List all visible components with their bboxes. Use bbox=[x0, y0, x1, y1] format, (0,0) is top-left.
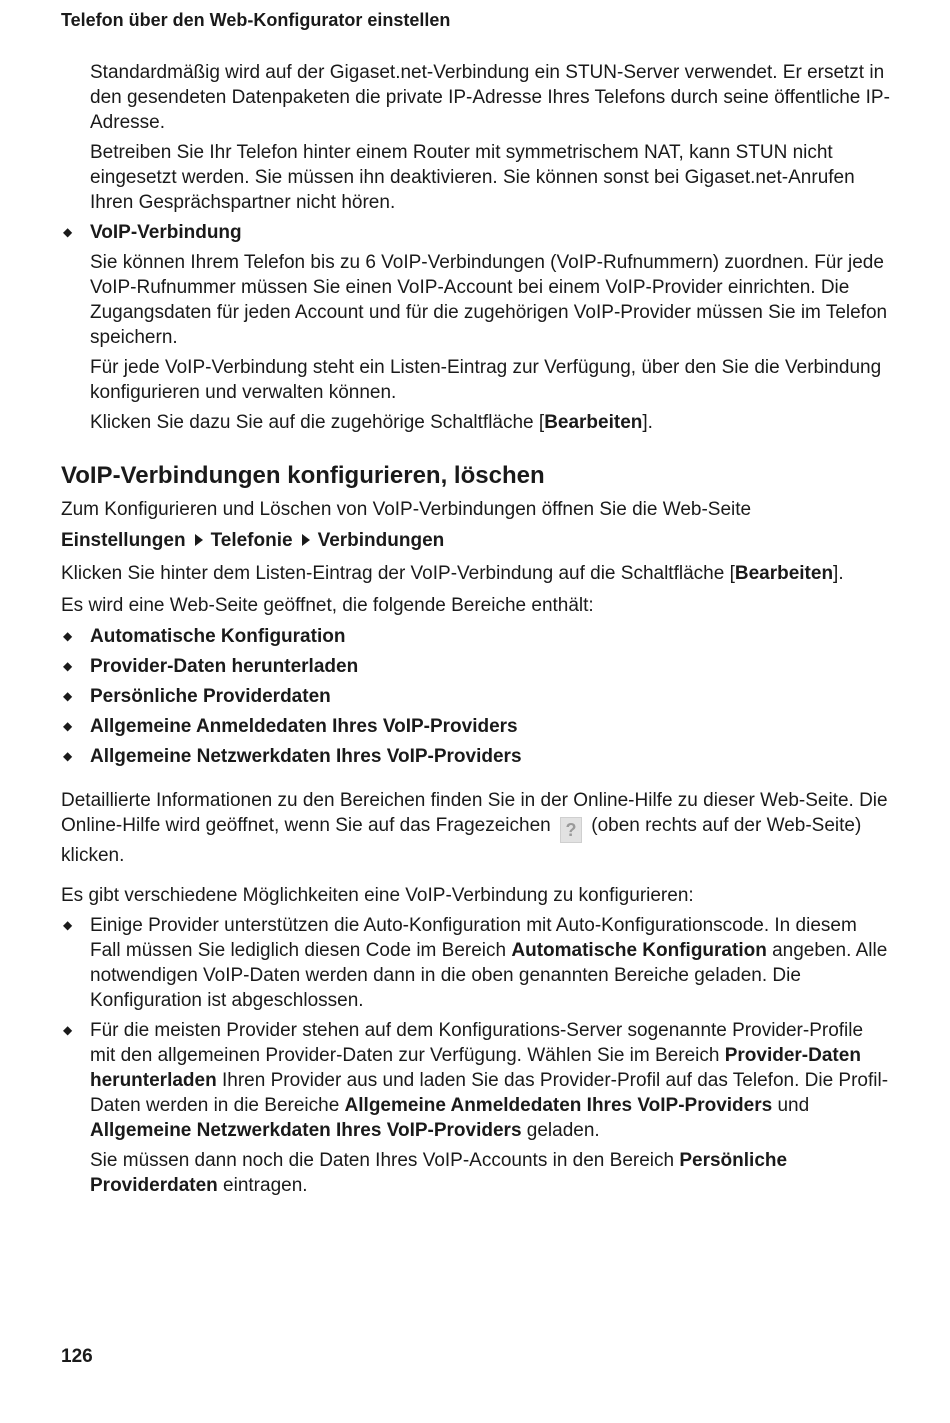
voip-bullet-title: ◆ VoIP-Verbindung bbox=[90, 222, 242, 243]
help-paragraph: Detaillierte Informationen zu den Bereichen finden Sie in der Online-Hilfe zu dieser Web-Seite. Die Online-Hilfe wird geöffnet, wenn Sie auf das Fragezeichen ? (oben rechts auf der Web-Seite) klicken. bbox=[61, 790, 888, 866]
area-list-item: ◆ Allgemeine Anmeldedaten Ihres VoIP-Providers bbox=[61, 714, 891, 739]
help-question-icon: ? bbox=[560, 817, 582, 843]
area-list-item: ◆ Allgemeine Netzwerkdaten Ihres VoIP-Providers bbox=[61, 744, 891, 769]
section-paragraph: Klicken Sie hinter dem Listen-Eintrag der VoIP-Verbindung auf die Schaltfläche [Bearbeiten]. bbox=[61, 563, 844, 584]
menu-path bbox=[61, 528, 891, 553]
section-heading: VoIP-Verbindungen konfigurieren, löschen bbox=[61, 462, 545, 489]
voip-bullet bbox=[61, 220, 891, 435]
section-paragraph: Zum Konfigurieren und Löschen von VoIP-Verbindungen öffnen Sie die Web-Seite bbox=[61, 499, 752, 520]
intro-paragraph: Betreiben Sie Ihr Telefon hinter einem Router mit symmetrischem NAT, kann STUN nicht eingesetzt werden. Sie müssen ihn deaktivieren. Sie können sonst bei Gigaset.net-Anrufen Ihren Gesprächspartner nicht hören. bbox=[90, 142, 855, 213]
option-bullet: ◆ Einige Provider unterstützen die Auto-Konfiguration mit Auto-Konfigurationscode. In diesem Fall müssen Sie lediglich diesen Code im Bereich Automatische Konfiguration angeben. Alle notwendigen VoIP-Daten werden dann in die oben genannten Bereiche geladen. Die Konfiguration ist abgeschlossen. bbox=[61, 913, 891, 1013]
path-item: Telefonie bbox=[210, 530, 293, 551]
area-list-item: ◆ Provider-Daten herunterladen bbox=[61, 654, 891, 679]
section-paragraph: Es wird eine Web-Seite geöffnet, die folgende Bereiche enthält: bbox=[61, 595, 594, 616]
option-bullet: ◆ Für die meisten Provider stehen auf dem Konfigurations-Server sogenannte Provider-Profile mit den allgemeinen Provider-Daten zur Verfügung. Wählen Sie im Bereich Provider-Daten herunterladen Ihren Provider aus und laden Sie das Provider-Profil auf das Telefon. Die Profil-Daten werden in die Bereiche Allgemeine Anmeldedaten Ihres VoIP-Providers und Allgemeine Netzwerkdaten Ihres VoIP-Providers geladen. Sie müssen dann noch die Daten Ihres VoIP-Accounts in den Bereich Persönliche Providerdaten eintragen. bbox=[61, 1018, 891, 1198]
document-page bbox=[61, 8, 891, 1203]
area-list bbox=[61, 624, 891, 769]
page-number: 126 bbox=[61, 1346, 93, 1367]
path-item: Einstellungen bbox=[61, 530, 186, 551]
intro-block bbox=[90, 60, 891, 215]
area-list-item: ◆ Automatische Konfiguration bbox=[61, 624, 891, 649]
voip-paragraph: Sie können Ihrem Telefon bis zu 6 VoIP-Verbindungen (VoIP-Rufnummern) zuordnen. Für jede VoIP-Rufnummer müssen Sie einen VoIP-Account bei einem VoIP-Provider einrichten. Die Zugangsdaten für jeden Account und für die zugehörigen VoIP-Provider müssen Sie im Telefon speichern. bbox=[90, 252, 888, 348]
intro-paragraph: Standardmäßig wird auf der Gigaset.net-Verbindung ein STUN-Server verwendet. Er ersetzt in den gesendeten Datenpaketen die private IP-Adresse Ihres Telefons durch seine öffentliche IP-Adresse. bbox=[90, 62, 890, 133]
running-head: Telefon über den Web-Konfigurator einstellen bbox=[61, 10, 451, 30]
path-arrow-icon bbox=[195, 534, 203, 546]
path-arrow-icon bbox=[302, 534, 310, 546]
path-item: Verbindungen bbox=[317, 530, 445, 551]
voip-paragraph: Klicken Sie dazu Sie auf die zugehörige Schaltfläche [Bearbeiten]. bbox=[90, 412, 653, 433]
options-intro: Es gibt verschiedene Möglichkeiten eine VoIP-Verbindung zu konfigurieren: bbox=[61, 885, 694, 906]
voip-paragraph: Für jede VoIP-Verbindung steht ein Listen-Eintrag zur Verfügung, über den Sie die Verbindung konfigurieren und verwalten können. bbox=[90, 357, 882, 403]
area-list-item: ◆ Persönliche Providerdaten bbox=[61, 684, 891, 709]
